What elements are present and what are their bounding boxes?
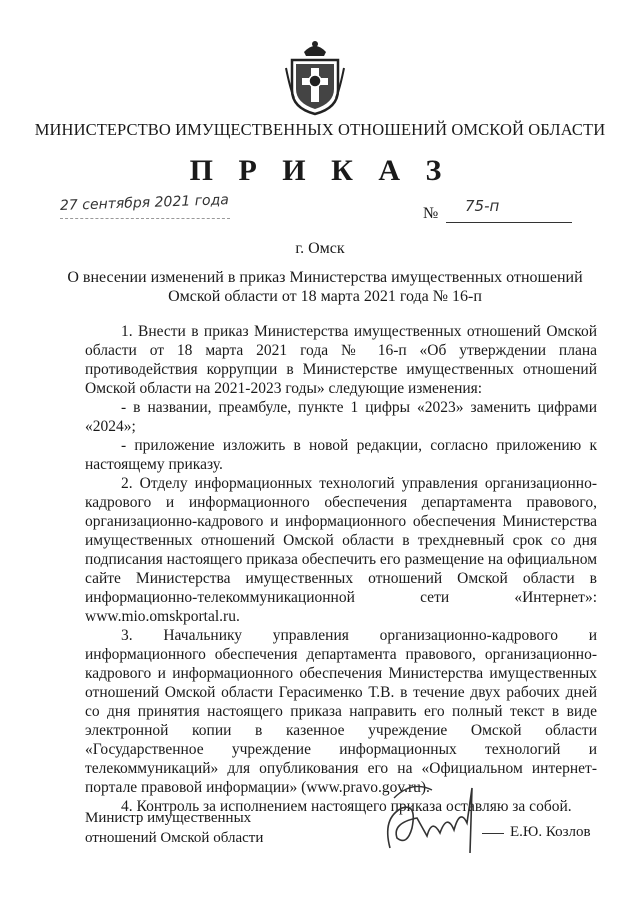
paragraph-3: 3. Начальнику управления организационно-кадрового и информационного обеспечения департамента правового, организационно-кадрового и информационного обеспечения Министерства имущественных отношений Омской области Герасименко Т.В. в течение двух рабочих дней со дня принятия настоящего приказа направить его полный текст в виде электронной копии в казенное учреждение Омской области «Государственное учреждение информационных технологий и телекоммуникаций» для опубликования его на «Официальном интернет-портале правовой информации» (www.pravo.gov.ru). — [85, 627, 597, 796]
paragraph-1: 1. Внести в приказ Министерства имущественных отношений Омской области от 18 марта 2021 года № 16-п «Об утверждении плана противодействия коррупции в Министерстве имущественных отношений Омской области на 2021-2023 годы» следующие изменения: — [85, 323, 597, 397]
date-underline — [60, 218, 230, 219]
city: г. Омск — [295, 240, 345, 257]
paragraph-4: 4. Контроль за исполнением настоящего приказа оставляю за собой. — [121, 798, 572, 815]
signature-icon — [372, 778, 492, 863]
signature-line — [482, 833, 504, 834]
document-subject: О внесении изменений в приказ Министерства имущественных отношений Омской области от 18 марта 2021 года № 16-п — [67, 269, 583, 305]
signer-title-line-2: отношений Омской области — [85, 830, 264, 846]
signer-title — [85, 808, 263, 848]
ministry-name: МИНИСТЕРСТВО ИМУЩЕСТВЕННЫХ ОТНОШЕНИЙ ОМСКОЙ ОБЛАСТИ — [34, 120, 606, 139]
signer-name: Е.Ю. Козлов — [510, 824, 591, 840]
document-date: 27 сентября 2021 года — [59, 192, 230, 214]
paragraph-2: 2. Отделу информационных технологий управления организационно-кадрового и информационного обеспечения департамента правового, организационно-кадрового и информационного обеспечения Министерства имущественных отношений Омской области в трехдневный срок со дня подписания настоящего приказа обеспечить его размещение на официальном сайте Министерства имущественных отношений Омской области в информационно-телекоммуникационной сети «Интернет»: www.mio.omskportal.ru. — [85, 475, 597, 625]
paragraph-1-item-2: - приложение изложить в новой редакции, согласно приложению к настоящему приказу. — [85, 437, 597, 473]
document-number: 75-п — [465, 197, 500, 215]
coat-of-arms-icon — [284, 38, 346, 116]
paragraph-1-item-1: - в названии, преамбуле, пункте 1 цифры «2023» заменить цифрами «2024»; — [85, 399, 597, 435]
document-title: П Р И К А З — [189, 154, 451, 187]
document-body — [85, 322, 597, 816]
number-underline — [446, 222, 572, 223]
signer-title-line-1: Министр имущественных — [85, 810, 252, 826]
number-label: № — [423, 205, 439, 222]
